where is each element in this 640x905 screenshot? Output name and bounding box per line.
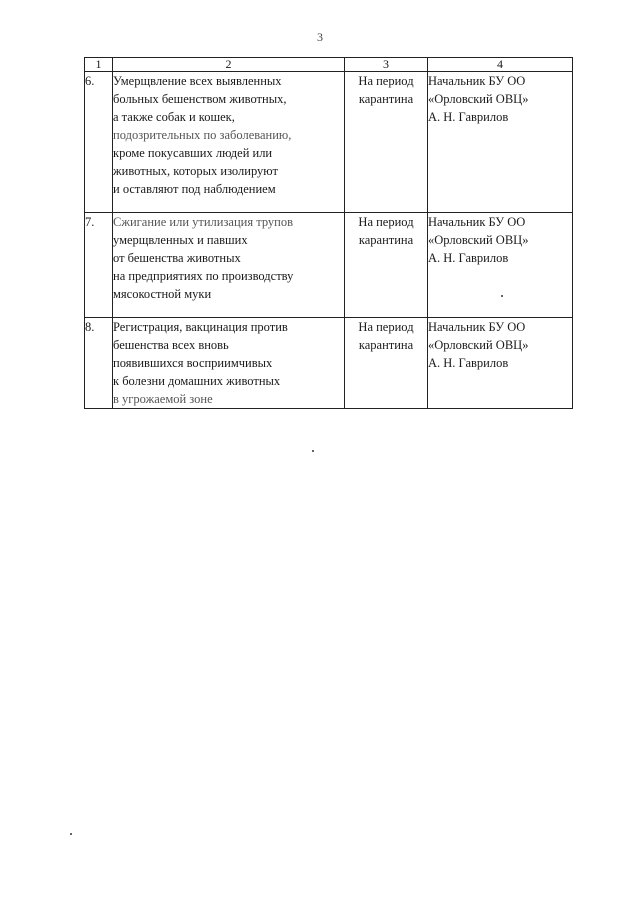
row-number: 6. — [85, 72, 113, 213]
responsible-line: «Орловский ОВЦ» — [428, 233, 529, 247]
measure-line: от бешенства животных — [113, 251, 241, 265]
period-line: карантина — [358, 338, 414, 352]
measure-line: к болезни домашних животных — [113, 374, 281, 388]
measure-line: подозрительных по заболеванию, — [113, 128, 292, 142]
measure-line: появившихся восприимчивых — [113, 356, 273, 370]
scan-speck — [312, 450, 314, 452]
measure-line: больных бешенством животных, — [113, 92, 287, 106]
column-header-period: 3 — [345, 58, 428, 72]
responsible-line: А. Н. Гаврилов — [428, 356, 509, 370]
responsible-line: Начальник БУ ОО — [428, 320, 526, 334]
period-cell — [345, 318, 428, 409]
scan-speck — [501, 295, 503, 297]
responsible-line: Начальник БУ ОО — [428, 215, 526, 229]
row-number: 8. — [85, 318, 113, 409]
period-cell — [345, 72, 428, 213]
measures-table — [84, 57, 573, 409]
responsible-line: «Орловский ОВЦ» — [428, 92, 529, 106]
measure-line: умерщвленных и павших — [113, 233, 248, 247]
period-line: На период — [358, 74, 414, 88]
measure-line: Сжигание или утилизация трупов — [113, 215, 293, 229]
responsible-cell — [428, 72, 573, 213]
responsible-line: А. Н. Гаврилов — [428, 110, 509, 124]
period-line: На период — [358, 320, 414, 334]
period-line: карантина — [358, 92, 414, 106]
responsible-line: «Орловский ОВЦ» — [428, 338, 529, 352]
measure-cell — [113, 72, 345, 213]
measure-line: мясокостной муки — [113, 287, 212, 301]
table-row — [85, 318, 573, 409]
table-header-row — [85, 58, 573, 72]
measure-line: и оставляют под наблюдением — [113, 182, 276, 196]
measure-line: бешенства всех вновь — [113, 338, 229, 352]
column-header-number: 1 — [85, 58, 113, 72]
period-line: На период — [358, 215, 414, 229]
responsible-cell — [428, 213, 573, 318]
period-cell — [345, 213, 428, 318]
measure-line: в угрожаемой зоне — [113, 392, 213, 406]
column-header-responsible: 4 — [428, 58, 573, 72]
measure-line: на предприятиях по производству — [113, 269, 294, 283]
measure-line: животных, которых изолируют — [113, 164, 278, 178]
row-number: 7. — [85, 213, 113, 318]
scan-speck — [70, 833, 72, 835]
responsible-line: Начальник БУ ОО — [428, 74, 526, 88]
column-header-measure: 2 — [113, 58, 345, 72]
measure-cell — [113, 213, 345, 318]
measure-line: Умерщвление всех выявленных — [113, 74, 282, 88]
page-number: 3 — [317, 30, 323, 44]
table-row — [85, 213, 573, 318]
period-line: карантина — [358, 233, 414, 247]
measure-line: Регистрация, вакцинация против — [113, 320, 288, 334]
table-row — [85, 72, 573, 213]
responsible-line: А. Н. Гаврилов — [428, 251, 509, 265]
measure-line: кроме покусавших людей или — [113, 146, 273, 160]
measure-line: а также собак и кошек, — [113, 110, 235, 124]
responsible-cell — [428, 318, 573, 409]
measure-cell — [113, 318, 345, 409]
